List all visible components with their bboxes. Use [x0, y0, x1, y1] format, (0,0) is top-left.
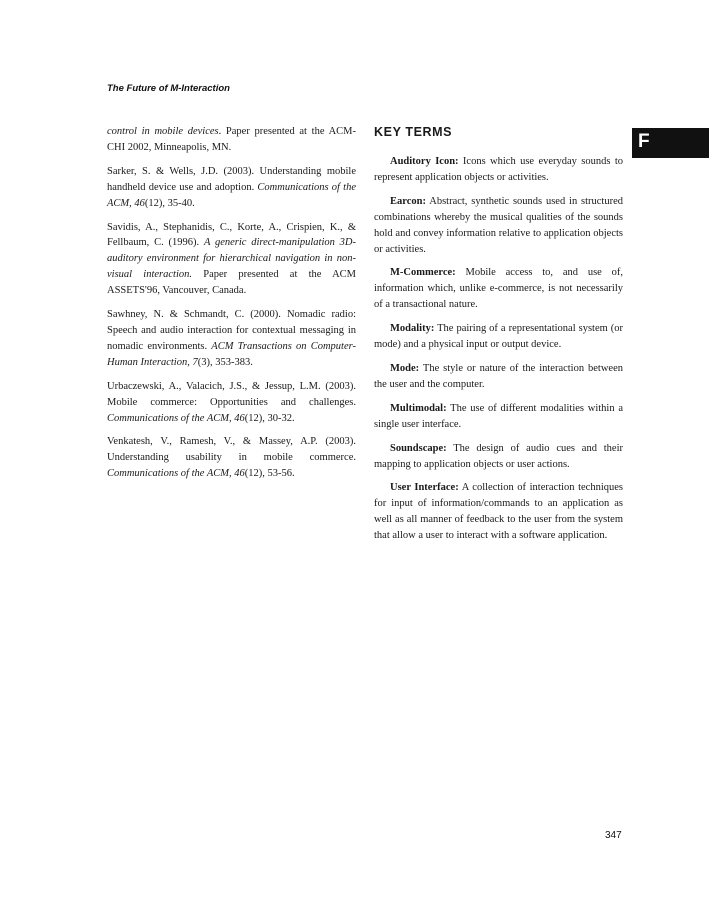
reference-entry: [107, 434, 356, 482]
ref-text: A generic direct-manipulation 3D-auditory environment for hierarchical navigation in non-visual interaction.: [107, 237, 356, 281]
term-definition: Icons which use everyday sounds to represent application objects or activities.: [374, 156, 624, 183]
term-definition: The pairing of a representational system (or mode) and a physical input or output device.: [374, 323, 624, 351]
ref-text: (12), 30-32.: [244, 412, 295, 424]
ref-text: (12), 53-56.: [244, 468, 295, 480]
key-term-entry: [374, 401, 623, 433]
page-number: 347: [605, 830, 622, 841]
key-terms-heading: KEY TERMS: [374, 125, 453, 139]
ref-text: Sarker, S. & Wells, J.D. (2003). Understanding mobile handheld device use and adoption.: [107, 165, 356, 193]
term-definition: Mobile access to, and use of, information which, unlike e-commerce, is not necessarily of a transactional nature.: [374, 267, 624, 311]
term-definition: A collection of interaction techniques for input of information/commands to an application as well as all manner of feedback to the user from the system that allow a user to interact with a software application.: [374, 482, 624, 542]
section-tab: [632, 128, 709, 158]
term-name: User Interface:: [390, 482, 459, 494]
ref-text: Urbaczewski, A., Valacich, J.S., & Jessup, L.M. (2003). Mobile commerce: Opportunities and challenges.: [107, 380, 356, 408]
key-term-entry: [374, 154, 623, 186]
term-definition: Abstract, synthetic sounds used in structured combinations whereby the musical qualities of the sounds hold and convey information relative to application objects or activities.: [374, 195, 623, 255]
reference-entry: [107, 124, 356, 156]
key-term-entry: [374, 321, 623, 353]
key-term-entry: [374, 194, 623, 258]
ref-text: Savidis, A., Stephanidis, C., Korte, A., Crispien, K., & Fellbaum, C. (1996).: [107, 221, 356, 249]
term-definition: The use of different modalities within a single user interface.: [374, 402, 623, 430]
key-term-entry: [374, 480, 623, 544]
term-name: Earcon:: [390, 195, 426, 207]
reference-entry: [107, 379, 356, 427]
ref-text: (12), 35-40.: [144, 197, 195, 209]
key-term-entry: [374, 265, 623, 313]
term-name: Mode:: [390, 362, 420, 374]
ref-text: Venkatesh, V., Ramesh, V., & Massey, A.P. (2003). Understanding usability in mobile commerce.: [107, 436, 356, 464]
term-name: Auditory Icon:: [390, 156, 459, 167]
ref-text: Sawhney, N. & Schmandt, C. (2000). Nomadic radio: Speech and audio interaction for contextual messaging in nomadic environments.: [107, 309, 356, 352]
term-definition: The design of audio cues and their mapping to application objects or user actions.: [374, 442, 624, 470]
ref-text: Paper presented at the ACM ASSETS'96, Vancouver, Canada.: [107, 269, 356, 297]
key-term-entry: [374, 441, 623, 473]
term-name: M-Commerce:: [390, 267, 456, 279]
key-terms-column: [374, 124, 623, 552]
ref-text: Communications of the ACM, 46: [107, 412, 245, 424]
reference-entry: [107, 164, 356, 212]
ref-text: ACM Transactions on Computer-Human Interaction, 7: [107, 340, 357, 368]
ref-text: . Paper presented at the ACM-CHI 2002, Minneapolis, MN.: [107, 126, 356, 153]
running-head: The Future of M-Interaction: [107, 83, 230, 94]
term-name: Soundscape:: [390, 442, 447, 454]
key-term-entry: [374, 361, 623, 393]
ref-text: control in mobile devices: [107, 126, 219, 137]
reference-entry: [107, 307, 356, 371]
term-name: Multimodal:: [390, 402, 447, 414]
references-column: [107, 124, 356, 490]
term-definition: The style or nature of the interaction between the user and the computer.: [374, 362, 624, 390]
section-tab-letter: F: [638, 131, 650, 152]
ref-text: Communications of the ACM, 46: [107, 181, 356, 209]
ref-text: (3), 353-383.: [197, 356, 253, 368]
ref-text: Communications of the ACM, 46: [107, 468, 245, 480]
reference-entry: [107, 220, 356, 300]
term-name: Modality:: [390, 323, 435, 335]
